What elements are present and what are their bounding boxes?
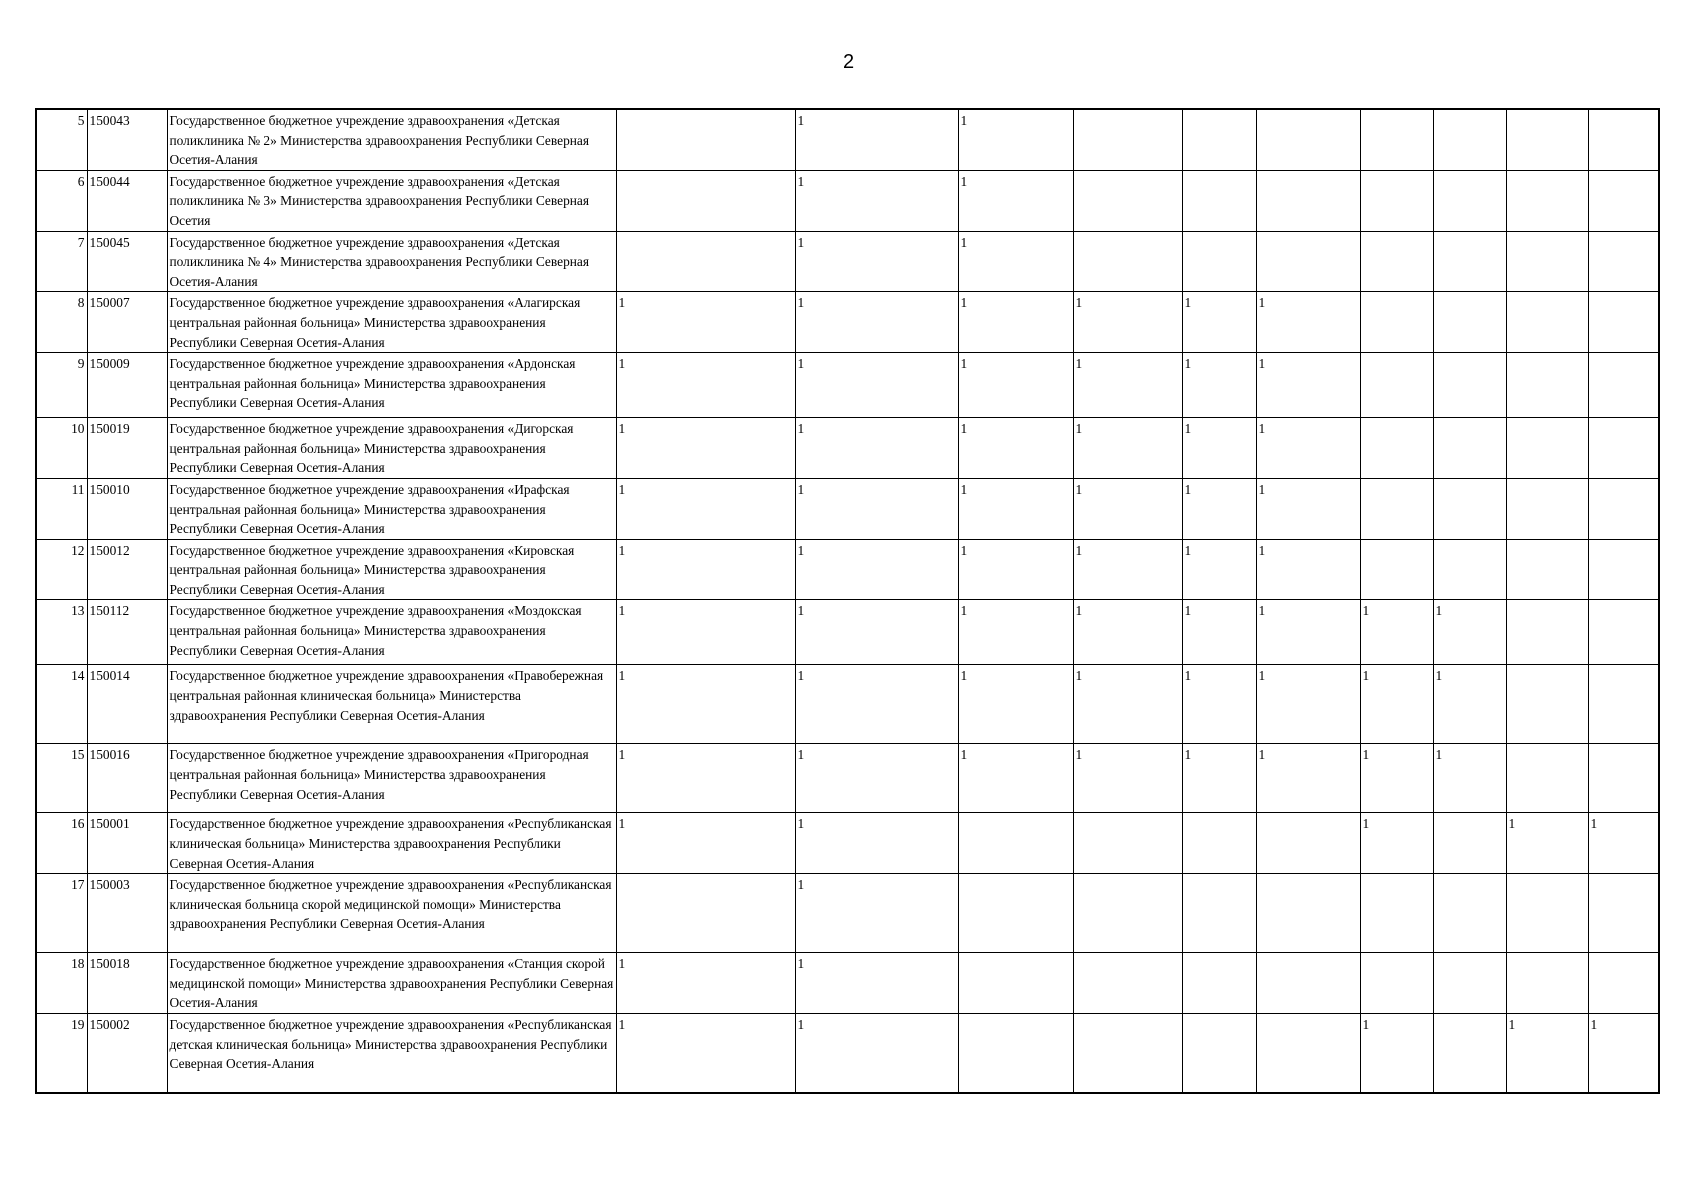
value-cell <box>1588 539 1659 600</box>
institution-code: 150012 <box>87 539 167 600</box>
value-cell: 1 <box>958 744 1073 813</box>
value-cell <box>616 109 795 170</box>
value-cell <box>1360 170 1433 231</box>
value-cell <box>1182 813 1256 874</box>
value-cell: 1 <box>616 539 795 600</box>
institution-code: 150010 <box>87 478 167 539</box>
value-cell: 1 <box>958 353 1073 418</box>
value-cell: 1 <box>958 292 1073 353</box>
value-cell: 1 <box>1360 1014 1433 1093</box>
value-cell <box>1073 170 1182 231</box>
value-cell <box>958 874 1073 953</box>
value-cell <box>1506 478 1588 539</box>
row-number: 9 <box>36 353 87 418</box>
table-row <box>36 418 1659 479</box>
value-cell <box>1256 170 1360 231</box>
value-cell: 1 <box>795 478 958 539</box>
value-cell <box>1506 874 1588 953</box>
value-cell <box>1073 1014 1182 1093</box>
value-cell <box>1588 665 1659 744</box>
value-cell: 1 <box>795 170 958 231</box>
row-number: 6 <box>36 170 87 231</box>
value-cell: 1 <box>795 353 958 418</box>
value-cell <box>1433 170 1506 231</box>
value-cell <box>1256 109 1360 170</box>
value-cell: 1 <box>958 539 1073 600</box>
institution-code: 150045 <box>87 231 167 292</box>
institution-code: 150001 <box>87 813 167 874</box>
value-cell: 1 <box>616 478 795 539</box>
value-cell: 1 <box>795 600 958 665</box>
institution-code: 150009 <box>87 353 167 418</box>
value-cell: 1 <box>1182 353 1256 418</box>
value-cell <box>1433 1014 1506 1093</box>
value-cell: 1 <box>1073 353 1182 418</box>
table-row <box>36 539 1659 600</box>
institution-name: Государственное бюджетное учреждение здравоохранения «Республиканская клиническая больница скорой медицинской помощи» Министерства здравоохранения Республики Северная Осетия-Алания <box>167 874 616 953</box>
value-cell <box>1506 600 1588 665</box>
row-number: 7 <box>36 231 87 292</box>
value-cell: 1 <box>795 813 958 874</box>
value-cell: 1 <box>958 600 1073 665</box>
institution-name: Государственное бюджетное учреждение здравоохранения «Республиканская клиническая больница» Министерства здравоохранения Республики Северная Осетия-Алания <box>167 813 616 874</box>
institution-name: Государственное бюджетное учреждение здравоохранения «Моздокская центральная районная больница» Министерства здравоохранения Республики Северная Осетия-Алания <box>167 600 616 665</box>
value-cell <box>1588 170 1659 231</box>
value-cell <box>1360 109 1433 170</box>
value-cell: 1 <box>1506 1014 1588 1093</box>
value-cell: 1 <box>1073 600 1182 665</box>
value-cell: 1 <box>616 353 795 418</box>
value-cell <box>1588 478 1659 539</box>
value-cell <box>1073 953 1182 1014</box>
institution-code: 150043 <box>87 109 167 170</box>
value-cell: 1 <box>1256 353 1360 418</box>
value-cell: 1 <box>1433 744 1506 813</box>
value-cell: 1 <box>958 170 1073 231</box>
value-cell <box>1360 478 1433 539</box>
value-cell <box>1433 813 1506 874</box>
institution-name: Государственное бюджетное учреждение здравоохранения «Кировская центральная районная больница» Министерства здравоохранения Республики Северная Осетия-Алания <box>167 539 616 600</box>
value-cell <box>1360 231 1433 292</box>
value-cell: 1 <box>1256 600 1360 665</box>
value-cell <box>1433 292 1506 353</box>
value-cell <box>1182 953 1256 1014</box>
value-cell <box>1433 231 1506 292</box>
value-cell: 1 <box>616 292 795 353</box>
row-number: 13 <box>36 600 87 665</box>
institution-name: Государственное бюджетное учреждение здравоохранения «Детская поликлиника № 3» Министерства здравоохранения Республики Северная Осетия <box>167 170 616 231</box>
value-cell <box>1588 292 1659 353</box>
value-cell: 1 <box>1073 744 1182 813</box>
value-cell <box>1588 353 1659 418</box>
value-cell: 1 <box>616 600 795 665</box>
value-cell: 1 <box>1433 600 1506 665</box>
value-cell <box>1073 231 1182 292</box>
table-row <box>36 813 1659 874</box>
value-cell <box>1360 953 1433 1014</box>
value-cell <box>616 231 795 292</box>
row-number: 10 <box>36 418 87 479</box>
value-cell <box>1073 109 1182 170</box>
row-number: 11 <box>36 478 87 539</box>
page-number: 2 <box>842 51 855 73</box>
value-cell <box>1433 353 1506 418</box>
row-number: 15 <box>36 744 87 813</box>
value-cell: 1 <box>795 231 958 292</box>
value-cell <box>1506 665 1588 744</box>
value-cell: 1 <box>795 539 958 600</box>
table-row <box>36 353 1659 418</box>
table-row <box>36 744 1659 813</box>
value-cell <box>1433 874 1506 953</box>
value-cell <box>616 170 795 231</box>
value-cell <box>1506 170 1588 231</box>
row-number: 14 <box>36 665 87 744</box>
value-cell: 1 <box>958 418 1073 479</box>
institution-code: 150019 <box>87 418 167 479</box>
value-cell <box>1588 418 1659 479</box>
value-cell: 1 <box>616 665 795 744</box>
table-row <box>36 478 1659 539</box>
value-cell: 1 <box>958 478 1073 539</box>
value-cell: 1 <box>1256 292 1360 353</box>
value-cell: 1 <box>616 1014 795 1093</box>
institution-code: 150014 <box>87 665 167 744</box>
value-cell: 1 <box>1182 744 1256 813</box>
value-cell <box>1182 231 1256 292</box>
row-number: 5 <box>36 109 87 170</box>
value-cell: 1 <box>1182 539 1256 600</box>
value-cell: 1 <box>1256 539 1360 600</box>
value-cell <box>1256 953 1360 1014</box>
value-cell <box>1256 874 1360 953</box>
value-cell: 1 <box>795 1014 958 1093</box>
value-cell <box>1588 953 1659 1014</box>
table-body <box>36 109 1659 1093</box>
value-cell: 1 <box>958 231 1073 292</box>
value-cell <box>1182 109 1256 170</box>
value-cell <box>1506 231 1588 292</box>
table-row <box>36 109 1659 170</box>
institutions-table <box>35 108 1660 1094</box>
value-cell <box>1360 539 1433 600</box>
institution-name: Государственное бюджетное учреждение здравоохранения «Алагирская центральная районная больница» Министерства здравоохранения Республики Северная Осетия-Алания <box>167 292 616 353</box>
value-cell: 1 <box>1360 600 1433 665</box>
institution-name: Государственное бюджетное учреждение здравоохранения «Детская поликлиника № 2» Министерства здравоохранения Республики Северная Осетия-Алания <box>167 109 616 170</box>
institution-code: 150018 <box>87 953 167 1014</box>
institution-name: Государственное бюджетное учреждение здравоохранения «Ирафская центральная районная больница» Министерства здравоохранения Республики Северная Осетия-Алания <box>167 478 616 539</box>
value-cell: 1 <box>1433 665 1506 744</box>
value-cell <box>1506 744 1588 813</box>
value-cell: 1 <box>1360 665 1433 744</box>
value-cell: 1 <box>616 953 795 1014</box>
value-cell: 1 <box>1073 539 1182 600</box>
row-number: 8 <box>36 292 87 353</box>
value-cell: 1 <box>1073 292 1182 353</box>
value-cell <box>1433 478 1506 539</box>
row-number: 16 <box>36 813 87 874</box>
value-cell <box>958 1014 1073 1093</box>
value-cell <box>1588 874 1659 953</box>
table-row <box>36 1014 1659 1093</box>
value-cell <box>1433 109 1506 170</box>
value-cell <box>1588 231 1659 292</box>
value-cell: 1 <box>795 953 958 1014</box>
value-cell: 1 <box>1182 418 1256 479</box>
institution-name: Государственное бюджетное учреждение здравоохранения «Правобережная центральная районная клиническая больница» Министерства здравоохранения Республики Северная Осетия-Алания <box>167 665 616 744</box>
value-cell <box>1073 874 1182 953</box>
value-cell: 1 <box>1182 292 1256 353</box>
value-cell: 1 <box>616 418 795 479</box>
value-cell: 1 <box>616 744 795 813</box>
value-cell: 1 <box>795 744 958 813</box>
table-row <box>36 231 1659 292</box>
value-cell <box>1506 418 1588 479</box>
value-cell: 1 <box>1588 1014 1659 1093</box>
value-cell <box>1360 874 1433 953</box>
institution-code: 150016 <box>87 744 167 813</box>
value-cell: 1 <box>616 813 795 874</box>
value-cell: 1 <box>1506 813 1588 874</box>
value-cell: 1 <box>958 109 1073 170</box>
value-cell: 1 <box>1073 665 1182 744</box>
value-cell <box>1256 231 1360 292</box>
value-cell <box>1433 539 1506 600</box>
table-row <box>36 874 1659 953</box>
value-cell: 1 <box>1588 813 1659 874</box>
value-cell <box>1182 1014 1256 1093</box>
institution-name: Государственное бюджетное учреждение здравоохранения «Ардонская центральная районная больница» Министерства здравоохранения Республики Северная Осетия-Алания <box>167 353 616 418</box>
table-row <box>36 170 1659 231</box>
institution-name: Государственное бюджетное учреждение здравоохранения «Дигорская центральная районная больница» Министерства здравоохранения Республики Северная Осетия-Алания <box>167 418 616 479</box>
value-cell: 1 <box>795 109 958 170</box>
value-cell: 1 <box>958 665 1073 744</box>
value-cell: 1 <box>795 874 958 953</box>
value-cell <box>1433 953 1506 1014</box>
value-cell: 1 <box>795 418 958 479</box>
institution-code: 150003 <box>87 874 167 953</box>
value-cell <box>1506 292 1588 353</box>
value-cell <box>1360 292 1433 353</box>
value-cell: 1 <box>1360 744 1433 813</box>
institution-code: 150007 <box>87 292 167 353</box>
value-cell: 1 <box>1182 600 1256 665</box>
value-cell: 1 <box>1256 665 1360 744</box>
value-cell <box>1588 744 1659 813</box>
value-cell <box>1506 109 1588 170</box>
value-cell <box>958 813 1073 874</box>
value-cell <box>1506 953 1588 1014</box>
value-cell: 1 <box>795 292 958 353</box>
institution-code: 150112 <box>87 600 167 665</box>
value-cell: 1 <box>795 665 958 744</box>
value-cell <box>1433 418 1506 479</box>
institution-name: Государственное бюджетное учреждение здравоохранения «Детская поликлиника № 4» Министерства здравоохранения Республики Северная Осетия-Алания <box>167 231 616 292</box>
value-cell: 1 <box>1360 813 1433 874</box>
value-cell: 1 <box>1256 478 1360 539</box>
institution-name: Государственное бюджетное учреждение здравоохранения «Республиканская детская клиническая больница» Министерства здравоохранения Республики Северная Осетия-Алания <box>167 1014 616 1093</box>
table-row <box>36 665 1659 744</box>
institution-name: Государственное бюджетное учреждение здравоохранения «Пригородная центральная районная больница» Министерства здравоохранения Республики Северная Осетия-Алания <box>167 744 616 813</box>
value-cell <box>1182 170 1256 231</box>
row-number: 12 <box>36 539 87 600</box>
value-cell <box>1360 418 1433 479</box>
row-number: 18 <box>36 953 87 1014</box>
value-cell <box>1360 353 1433 418</box>
value-cell <box>1588 600 1659 665</box>
value-cell: 1 <box>1182 478 1256 539</box>
value-cell <box>616 874 795 953</box>
table-row <box>36 292 1659 353</box>
value-cell <box>1506 539 1588 600</box>
value-cell: 1 <box>1073 478 1182 539</box>
value-cell <box>1182 874 1256 953</box>
institution-code: 150044 <box>87 170 167 231</box>
value-cell: 1 <box>1073 418 1182 479</box>
value-cell: 1 <box>1182 665 1256 744</box>
value-cell <box>1256 1014 1360 1093</box>
value-cell: 1 <box>1256 744 1360 813</box>
table-row <box>36 953 1659 1014</box>
value-cell <box>1588 109 1659 170</box>
value-cell <box>1073 813 1182 874</box>
value-cell: 1 <box>1256 418 1360 479</box>
institution-code: 150002 <box>87 1014 167 1093</box>
row-number: 17 <box>36 874 87 953</box>
value-cell <box>1256 813 1360 874</box>
table-row <box>36 600 1659 665</box>
value-cell <box>958 953 1073 1014</box>
institution-name: Государственное бюджетное учреждение здравоохранения «Станция скорой медицинской помощи» Министерства здравоохранения Республики Северная Осетия-Алания <box>167 953 616 1014</box>
row-number: 19 <box>36 1014 87 1093</box>
value-cell <box>1506 353 1588 418</box>
